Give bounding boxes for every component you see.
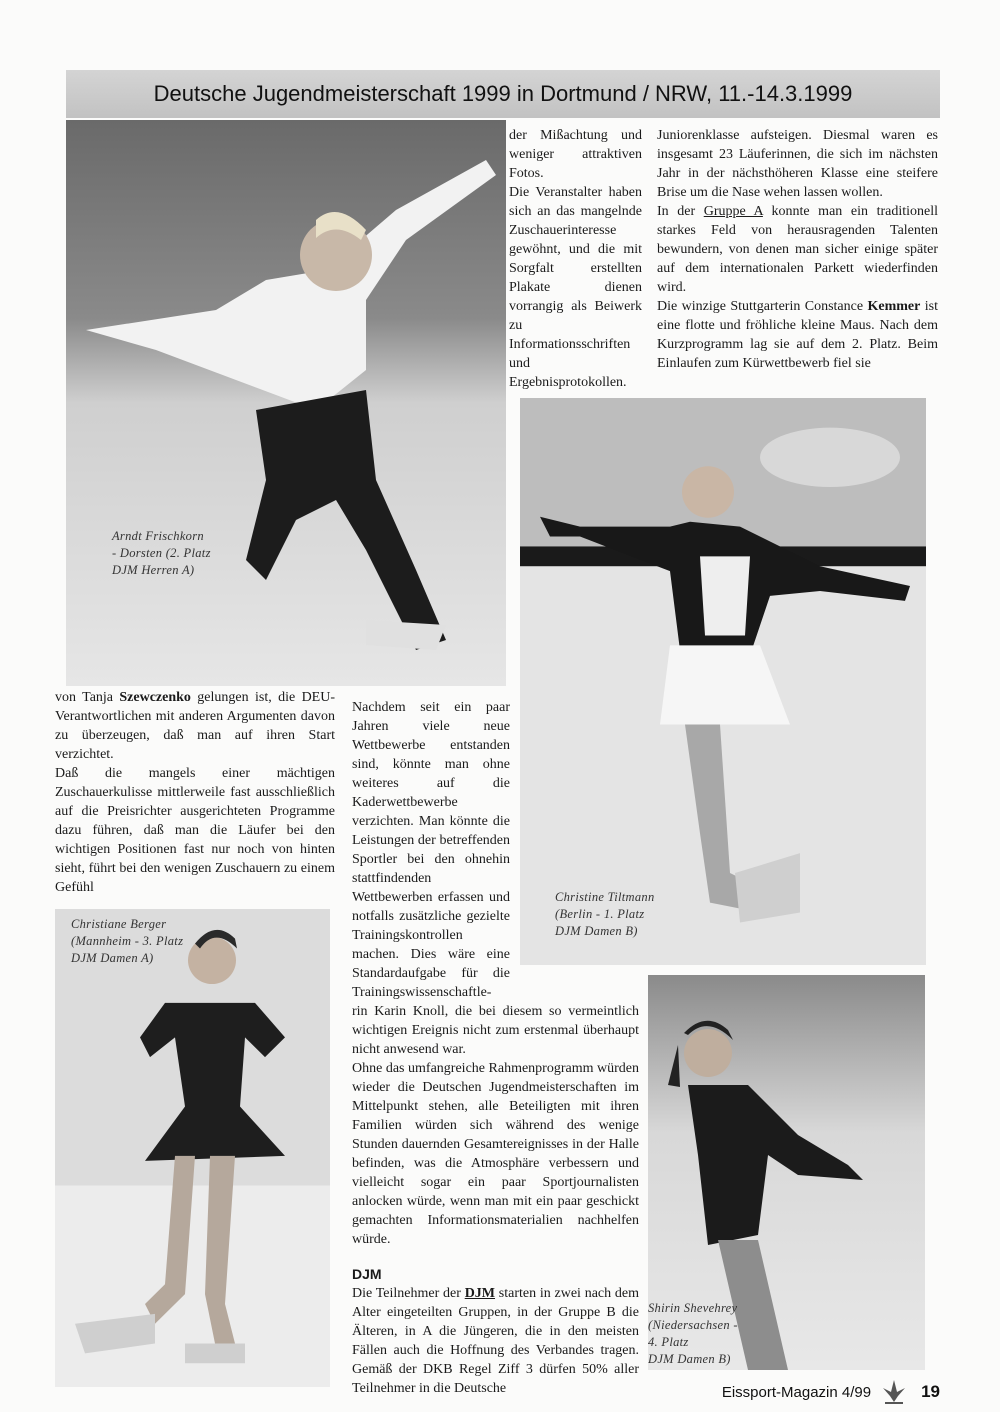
column-mid-narrow <box>352 698 510 1002</box>
caption-line: Shirin Shevehrey <box>648 1301 738 1315</box>
caption-line: (Mannheim - 3. Platz <box>71 934 184 948</box>
link-gruppe-a: Gruppe A <box>703 204 763 219</box>
caption-line: DJM Damen B) <box>555 924 638 938</box>
left-column-flow <box>55 688 335 1387</box>
footer <box>722 1378 940 1406</box>
paragraph <box>657 297 938 373</box>
caption-line: (Berlin - 1. Platz <box>555 907 645 921</box>
paragraph: Juniorenklasse aufsteigen. Diesmal waren es insgesamt 23 Läuferinnen, die sich im nächsten Jahr in der nächsthöheren Klasse eine steifere Brise um die Nase wehen lassen wollen. <box>657 128 938 200</box>
article-title: Deutsche Jugendmeisterschaft 1999 in Dortmund / NRW, 11.-14.3.1999 <box>153 81 853 106</box>
photo-arndt-frischkorn <box>66 120 506 686</box>
paragraph: rin Karin Knoll, die bei diesem so vermeintlich wichtigen Ereignis nicht zum erstenmal überhaupt nicht anwesend war. <box>352 1004 639 1057</box>
photo-shirin-shevehrey <box>648 975 925 1370</box>
link-djm: DJM <box>464 1286 496 1301</box>
paragraph <box>352 1284 639 1398</box>
caption-shevehrey <box>648 1300 738 1368</box>
column-left-mid <box>55 688 335 897</box>
text: von Tanja <box>55 690 120 705</box>
paragraph: Daß die mangels einer mächtigen Zuschauerkulisse mittlerweile fast ausschließlich auf die Preisrichter ausgerichteten Programme dazu führen, daß man die Läufer bei den wichtigen Positionen fast nur noch von hinten sieht, führt bei den wenigen Zuschauern zu einem Gefühl <box>55 766 335 895</box>
paragraph <box>55 688 335 764</box>
caption-frischkorn <box>112 528 211 579</box>
text: In der <box>657 204 704 219</box>
page-number: 19 <box>921 1382 940 1401</box>
paragraph: Die Veranstalter haben sich an das mangelnde Zuschauerinteresse gewöhnt, und die mit Sorgfalt erstellten Plakate dienen vorrangig als Beiwerk zu Informationsschriften und Ergebnisprotokollen. <box>509 185 642 390</box>
text: gelungen ist, die DEU-Verantwortlichen mit anderen Argumenten davon zu überzeugen, daß man auf ihren Start verzichtet. <box>55 690 335 762</box>
magazine-logo-icon <box>881 1378 907 1406</box>
paragraph: der Mißachtung und weniger attraktiven Fotos. <box>509 128 642 181</box>
caption-line: - Dorsten (2. Platz <box>112 546 211 560</box>
photo-christiane-berger <box>55 909 330 1387</box>
title-bar <box>66 70 940 118</box>
paragraph: Nachdem seit ein paar Jahren viele neue Wettbewerbe entstanden sind, könnte man ohne weiteres auf die Kaderwettbewerbe verzichten. Man könnte die Leistungen der betreffenden Sportler bei den ohnehin stattfindenden Wettbewerben erfassen und notfalls zusätzliche gezielte Trainingskontrollen machen. Dies wäre eine Standardaufgabe für die Trainingswissenschaftle- <box>352 700 510 1000</box>
caption-line: (Niedersachsen - <box>648 1318 738 1332</box>
text: Die Teilnehmer der <box>352 1286 465 1301</box>
caption-line: Arndt Frischkorn <box>112 529 204 543</box>
text: starten in zwei nach dem Alter eingeteilten Gruppen, in der Gruppe B die Älteren, in A die Jüngeren, die in den meisten Fällen auch die Hoffnung des Verbandes tragen. Gemäß der DKB Regel Ziff 3 dürfen 50% aller Teilnehmer in die Deutsche <box>352 1286 639 1396</box>
caption-line: DJM Damen A) <box>71 951 154 965</box>
caption-line: Christine Tiltmann <box>555 890 655 904</box>
text: ist eine flotte und fröhliche kleine Maus. Nach dem Kurzprogramm lag sie auf dem 2. Platz. Beim Einlaufen zum Kürwettbewerb fiel sie <box>657 299 938 371</box>
caption-line: DJM Damen B) <box>648 1352 731 1366</box>
name-bold: Szewczenko <box>119 690 191 705</box>
footer-magazine: Eissport-Magazin 4/99 <box>721 1383 872 1401</box>
caption-line: Christiane Berger <box>71 917 167 931</box>
paragraph <box>657 202 938 297</box>
middle-column-flow <box>352 698 639 1398</box>
text: konnte man ein traditionell starkes Feld von herausragenden Talenten bewundern, von denen man sicher einige später auf dem internationalen Parkett wiederfinden wird. <box>657 204 938 295</box>
caption-line: 4. Platz <box>648 1335 689 1349</box>
text: Die winzige Stuttgarterin Constance <box>657 299 868 314</box>
caption-berger <box>71 916 183 967</box>
column-mid-lower <box>352 1002 639 1398</box>
column-right-top <box>657 126 938 373</box>
name-bold: Kemmer <box>867 299 921 314</box>
caption-line: DJM Herren A) <box>112 563 195 577</box>
column-mid-top <box>509 126 642 392</box>
section-heading-djm: DJM <box>352 1266 382 1282</box>
paragraph: Ohne das umfangreiche Rahmenprogramm würden wieder die Deutschen Jugendmeisterschaften im Mittelpunkt stehen, alle Beteiligten mit ihren Familien würden sich während des wenige Stunden dauernden Gesamtereignisses in der Halle befinden, was die Atmosphäre verbessern und vielleicht sogar ein paar Sportjournalisten anlocken würde, wenn man mit ein paar geschickt gemachten Informationsmaterialien nachhelfen würde. <box>352 1061 639 1247</box>
